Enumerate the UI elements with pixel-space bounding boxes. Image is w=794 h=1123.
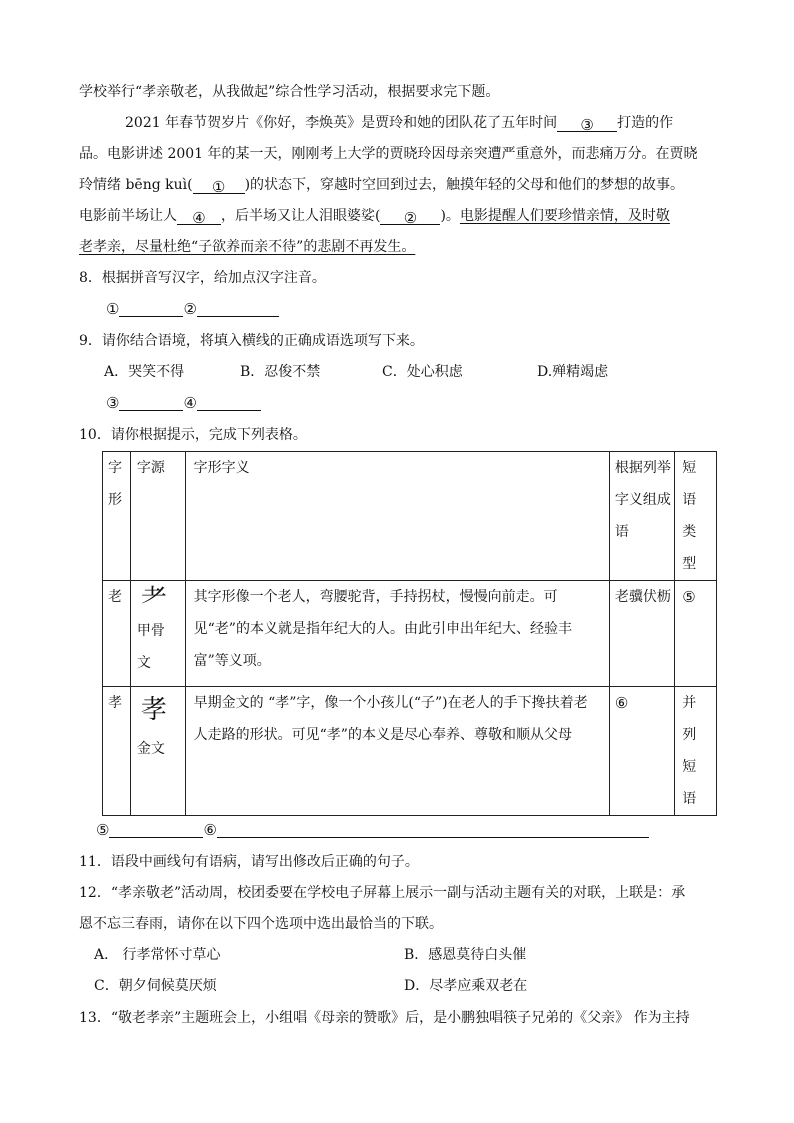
header-meaning: 字形字义 <box>185 452 609 581</box>
q10-answer-line <box>96 820 649 840</box>
answer-label: ④ <box>183 394 197 412</box>
question-11: 11．语段中画线句有语病，请写出修改后正确的句子。 <box>79 854 419 870</box>
question-12-line-2: 恩不忘三春雨，请你在以下四个选项中选出最恰当的下联。 <box>79 916 443 932</box>
passage-text: )。 <box>440 208 460 224</box>
intro-text: 学校举行“孝亲敬老，从我做起”综合性学习活动，根据要求完下题。 <box>79 84 500 100</box>
header-idiom: 根据列举字义组成语 <box>609 452 674 581</box>
q9-option-a: A．哭笑不得 <box>104 364 185 380</box>
q12-option-d: D．尽孝应乘双老在 <box>404 978 528 994</box>
question-9: 9．请你结合语境，将填入横线的正确成语选项写下来。 <box>79 333 424 349</box>
passage-text: )的状态下，穿越时空回到过去，触摸年轻的父母和他们的梦想的故事。 <box>244 177 685 193</box>
answer-label: ⑤ <box>96 821 110 839</box>
question-13: 13．“敬老孝亲”主题班会上，小组唱《母亲的赞歌》后，是小鹏独唱筷子兄弟的《父亲》 作为主持 <box>79 1010 690 1026</box>
passage-text: 2021 年春节贺岁片《你好，李焕英》是贾玲和她的团队花了五年时间 <box>125 115 558 131</box>
bronze-glyph: 孝 <box>140 695 167 725</box>
passage-text: 打造的作 <box>617 115 674 131</box>
passage-text: 玲情绪 bēng kuì( <box>79 177 193 193</box>
passage-line-1 <box>125 113 673 133</box>
q12-option-c: C．朝夕伺候莫厌烦 <box>94 978 217 994</box>
q9-answer-line <box>106 393 261 413</box>
question-12-line-1: 12．“孝亲敬老”活动周，校团委要在学校电子屏幕上展示一副与活动主题有关的对联，上联是：承 <box>79 885 686 901</box>
answer-blank[interactable] <box>197 394 261 411</box>
answer-blank[interactable] <box>119 394 183 411</box>
q9-option-c: C．处心积虑 <box>382 364 463 380</box>
row-phrase-type: 并列短语 <box>675 687 717 816</box>
answer-label: ⑥ <box>203 821 217 839</box>
blank-4: ④ <box>177 208 221 225</box>
row-meaning: 其字形像一个老人，弯腰驼背，手持拐杖，慢慢向前走。可见“老”的本义就是指年纪大的人。由此引申出年纪大、经验丰富”等义项。 <box>185 581 609 687</box>
blank-2: ② <box>380 208 440 225</box>
underlined-sentence: 老孝亲，尽量杜绝“子欲养而亲不待”的悲剧不再发生。 <box>79 239 416 255</box>
oracle-bone-glyph: 耂 <box>140 583 167 613</box>
row-idiom: ⑥ <box>609 687 674 816</box>
passage-text: 电影前半场让人 <box>79 208 177 224</box>
q9-option-b: B．忍俊不禁 <box>240 364 321 380</box>
question-8: 8．根据拼音写汉字，给加点汉字注音。 <box>79 270 326 286</box>
underlined-sentence: 电影提醒人们要珍惜亲情，及时敬 <box>459 208 670 224</box>
passage-line-4 <box>79 206 670 226</box>
answer-blank[interactable] <box>119 300 183 317</box>
passage-line-3 <box>79 175 684 195</box>
row-meaning: 早期金文的 “孝”字，像一个小孩儿(“子”)在老人的手下搀扶着老人走路的形状。可见“孝”的本义是尽心奉养、尊敬和顺从父母 <box>185 687 609 816</box>
row-char: 老 <box>103 581 131 687</box>
character-table <box>102 451 717 816</box>
row-source: 耂 甲骨文 <box>130 581 185 687</box>
answer-blank[interactable] <box>197 300 279 317</box>
answer-label: ① <box>106 300 120 318</box>
q8-answer-line <box>106 299 279 319</box>
q9-option-d: D.殚精竭虑 <box>537 364 609 380</box>
answer-blank[interactable] <box>109 821 203 838</box>
header-phrase-type: 短语类型 <box>675 452 717 581</box>
answer-label: ② <box>183 300 197 318</box>
q12-option-a: A． 行孝常怀寸草心 <box>94 947 221 963</box>
header-glyph: 字形 <box>103 452 131 581</box>
row-phrase-type: ⑤ <box>675 581 717 687</box>
passage-text: ，后半场又让人泪眼婆娑( <box>221 208 381 224</box>
q12-option-b: B．感恩莫待白头催 <box>404 947 527 963</box>
answer-blank[interactable] <box>217 821 649 838</box>
row-char: 孝 <box>103 687 131 816</box>
question-10: 10．请你根据提示，完成下列表格。 <box>79 427 307 443</box>
passage-line-2: 品。电影讲述 2001 年的某一天，刚刚考上大学的贾晓玲因母亲突遭严重意外，而悲痛万分。在贾晓 <box>79 146 698 162</box>
blank-1: ① <box>193 177 245 194</box>
answer-label: ③ <box>106 394 120 412</box>
blank-3: ③ <box>557 115 617 132</box>
row-idiom: 老骥伏枥 <box>609 581 674 687</box>
row-source: 孝 金文 <box>130 687 185 816</box>
header-source: 字源 <box>130 452 185 581</box>
